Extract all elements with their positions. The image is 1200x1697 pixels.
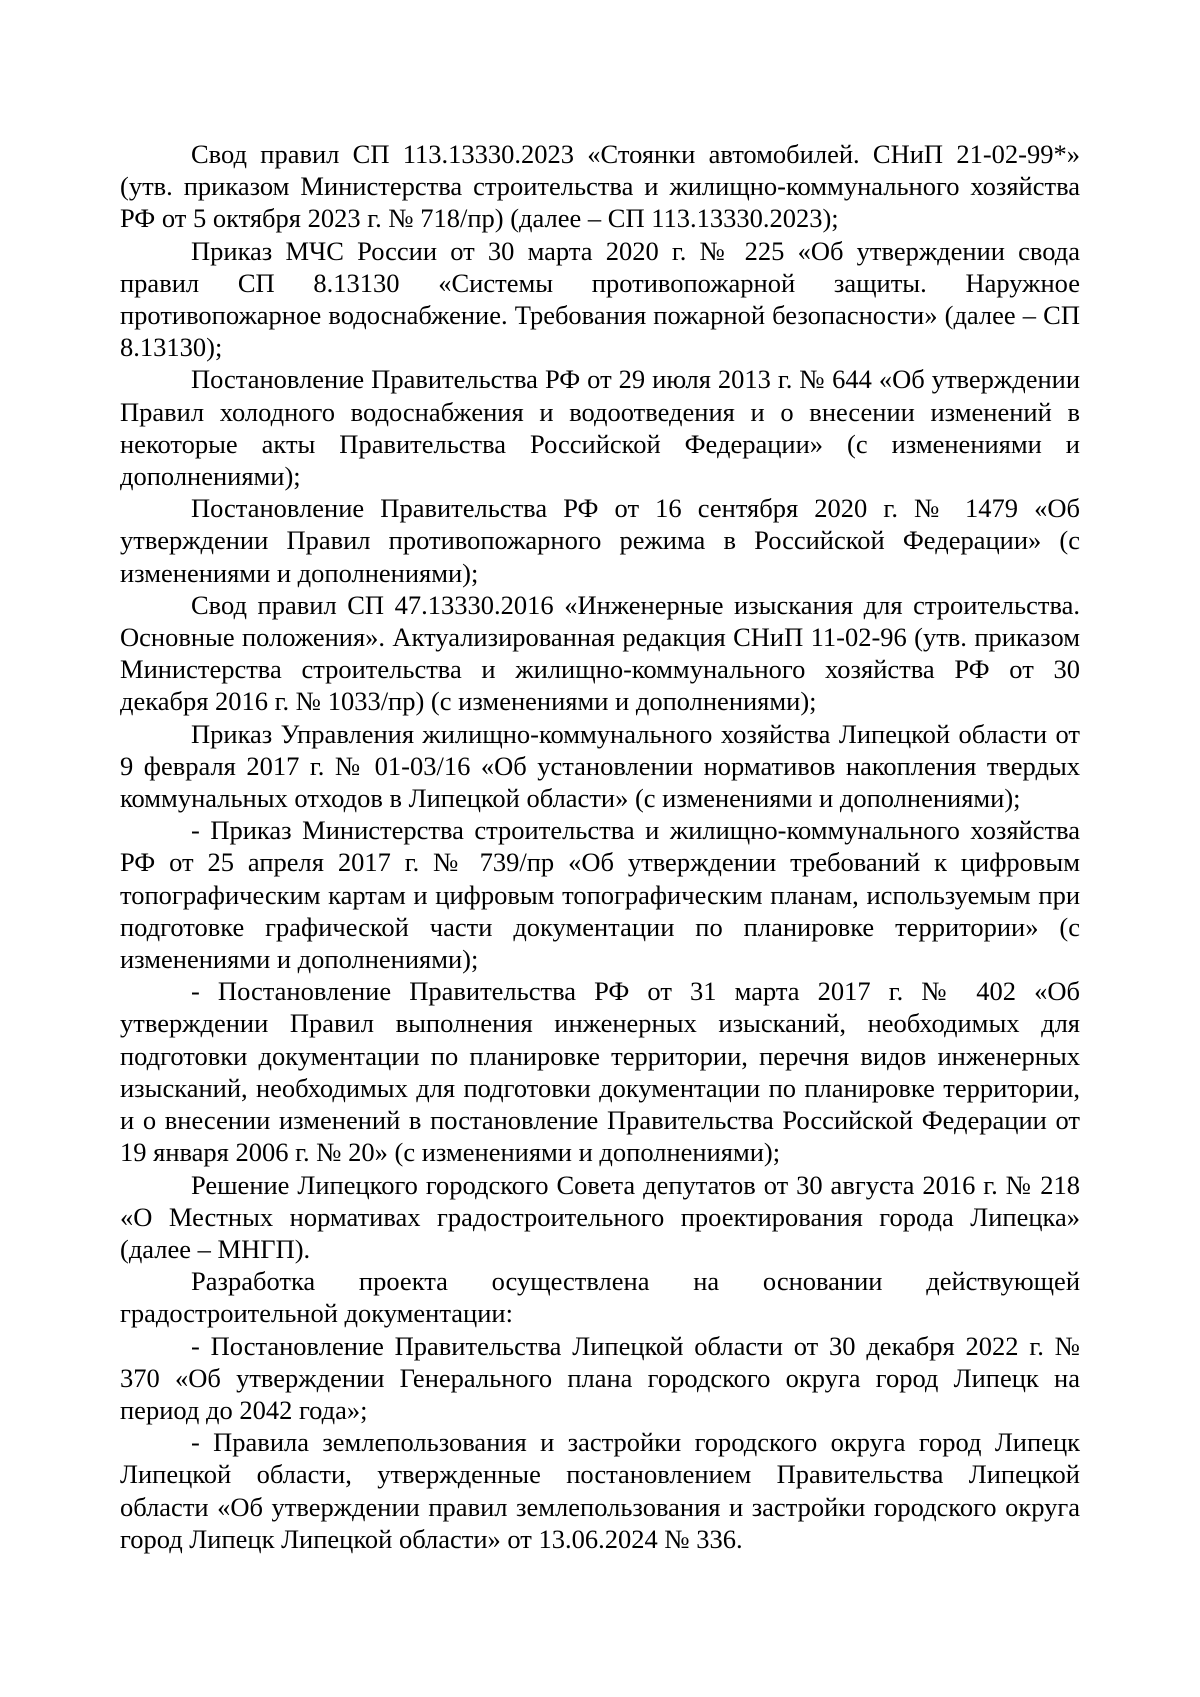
paragraph-resolution-1479: Постановление Правительства РФ от 16 сентября 2020 г. № 1479 «Об утверждении Правил противопожарного режима в Российской Федерации» (с изменениями и дополнениями);: [120, 493, 1080, 588]
document-body: [120, 138, 1080, 1555]
paragraph-mchs-order-225: Приказ МЧС России от 30 марта 2020 г. № 225 «Об утверждении свода правил СП 8.13130 «Системы противопожарной защиты. Наружное противопожарное водоснабжение. Требования пожарной безопасности» (далее – СП 8.13130);: [120, 235, 1080, 363]
paragraph-resolution-370: - Постановление Правительства Липецкой области от 30 декабря 2022 г. № 370 «Об утверждении Генерального плана городского округа город Липецк на период до 2042 года»;: [120, 1330, 1080, 1425]
paragraph-development-basis: Разработка проекта осуществлена на основании действующей градостроительной документации:: [120, 1266, 1080, 1329]
paragraph-land-use-rules: - Правила землепользования и застройки городского округа город Липецк Липецкой области, утвержденные постановлением Правительства Липецкой области «Об утверждении правил землепользования и застройки городского округа город Липецк Липецкой области» от 13.06.2024 № 336.: [120, 1427, 1080, 1554]
paragraph-order-739: - Приказ Министерства строительства и жилищно-коммунального хозяйства РФ от 25 апреля 2017 г. № 739/пр «Об утверждении требований к цифровым топографическим картам и цифровым топографическим планам, используемым при подготовке графической части документации по планировке территории» (с изменениями и дополнениями);: [120, 815, 1080, 975]
paragraph-sp-47: Свод правил СП 47.13330.2016 «Инженерные изыскания для строительства. Основные положения». Актуализированная редакция СНиП 11-02-96 (утв. приказом Министерства строительства и жилищно-коммунального хозяйства РФ от 30 декабря 2016 г. № 1033/пр) (с изменениями и дополнениями);: [120, 589, 1080, 717]
paragraph-order-01-03-16: Приказ Управления жилищно-коммунального хозяйства Липецкой области от 9 февраля 2017 г. № 01-03/16 «Об установлении нормативов накопления твердых коммунальных отходов в Липецкой области» (с изменениями и дополнениями);: [120, 718, 1080, 814]
paragraph-decision-218: Решение Липецкого городского Совета депутатов от 30 августа 2016 г. № 218 «О Местных нормативах градостроительного проектирования города Липецка» (далее – МНГП).: [120, 1169, 1080, 1264]
paragraph-resolution-644: Постановление Правительства РФ от 29 июля 2013 г. № 644 «Об утверждении Правил холодного водоснабжения и водоотведения и о внесении изменений в некоторые акты Правительства Российской Федерации» (с изменениями и дополнениями);: [120, 364, 1080, 492]
paragraph-sp-113: Свод правил СП 113.13330.2023 «Стоянки автомобилей. СНиП 21-02-99*» (утв. приказом Министерства строительства и жилищно-коммунального хозяйства РФ от 5 октября 2023 г. № 718/пр) (далее – СП 113.13330.2023);: [120, 139, 1080, 234]
paragraph-resolution-402: - Постановление Правительства РФ от 31 марта 2017 г. № 402 «Об утверждении Правил выполнения инженерных изысканий, необходимых для подготовки документации по планировке территории, перечня видов инженерных изысканий, необходимых для подготовки документации по планировке территории, и о внесении изменений в постановление Правительства Российской Федерации от 19 января 2006 г. № 20» (с изменениями и дополнениями);: [120, 976, 1080, 1168]
